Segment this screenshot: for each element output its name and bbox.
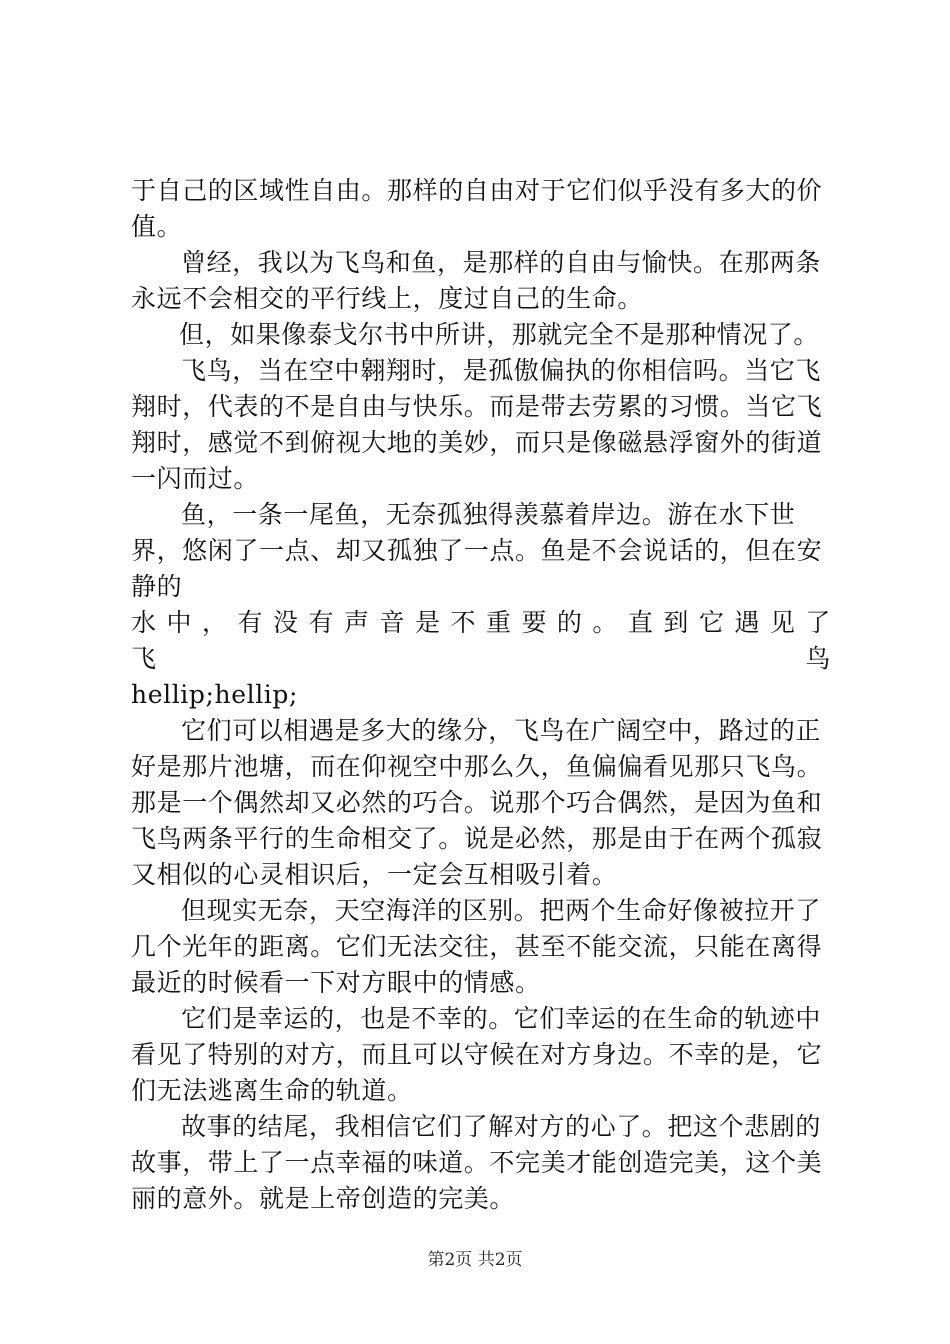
page-footer: 第2页 共2页 [427, 1250, 523, 1270]
paragraph-5-ending: hellip;hellip; [131, 680, 299, 709]
paragraph-2: 曾经，我以为飞鸟和鱼，是那样的自由与愉快。在那两条永远不会相交的平行线上，度过自己的生命。 [131, 248, 822, 313]
paragraph-4: 飞鸟，当在空中翱翔时，是孤傲偏执的你相信吗。当它飞翔时，代表的不是自由与快乐。而是带去劳累的习惯。当它飞翔时，感觉不到俯视大地的美妙，而只是像磁悬浮窗外的街道一闪而过。 [131, 356, 823, 493]
paragraph-8: 它们是幸运的，也是不幸的。它们幸运的在生命的轨迹中看见了特别的对方，而且可以守候在对方身边。不幸的是，它们无法逃离生命的轨道。 [131, 1004, 823, 1105]
paragraph-3: 但，如果像泰戈尔书中所讲，那就完全不是那种情况了。 [179, 320, 820, 349]
paragraph-5-justified-line: 水 中 ， 有 没 有 声 音 是 不 重 要 的 。 直 到 它 遇 见 了 飞 鸟 [131, 608, 831, 673]
paragraph-5: 鱼，一条一尾鱼，无奈孤独得羡慕着岸边。游在水下世界，悠闲了一点、却又孤独了一点。鱼是不会说话的，但在安静的 [131, 500, 823, 601]
paragraph-6: 它们可以相遇是多大的缘分，飞鸟在广阔空中，路过的正好是那片池塘，而在仰视空中那么久，鱼偏偏看见那只飞鸟。那是一个偶然却又必然的巧合。说那个巧合偶然，是因为鱼和飞鸟两条平行的生命相交了。说是必然，那是由于在两个孤寂又相似的心灵相识后，一定会互相吸引着。 [131, 716, 823, 889]
paragraph-9: 故事的结尾，我相信它们了解对方的心了。把这个悲剧的故事，带上了一点幸福的味道。不完美才能创造完美，这个美丽的意外。就是上帝创造的完美。 [131, 1112, 823, 1213]
paragraph-1: 于自己的区域性自由。那样的自由对于它们似乎没有多大的价值。 [131, 176, 823, 241]
document-body [131, 173, 831, 1217]
paragraph-7: 但现实无奈，天空海洋的区别。把两个生命好像被拉开了几个光年的距离。它们无法交往，甚至不能交流，只能在离得最近的时候看一下对方眼中的情感。 [131, 896, 823, 997]
